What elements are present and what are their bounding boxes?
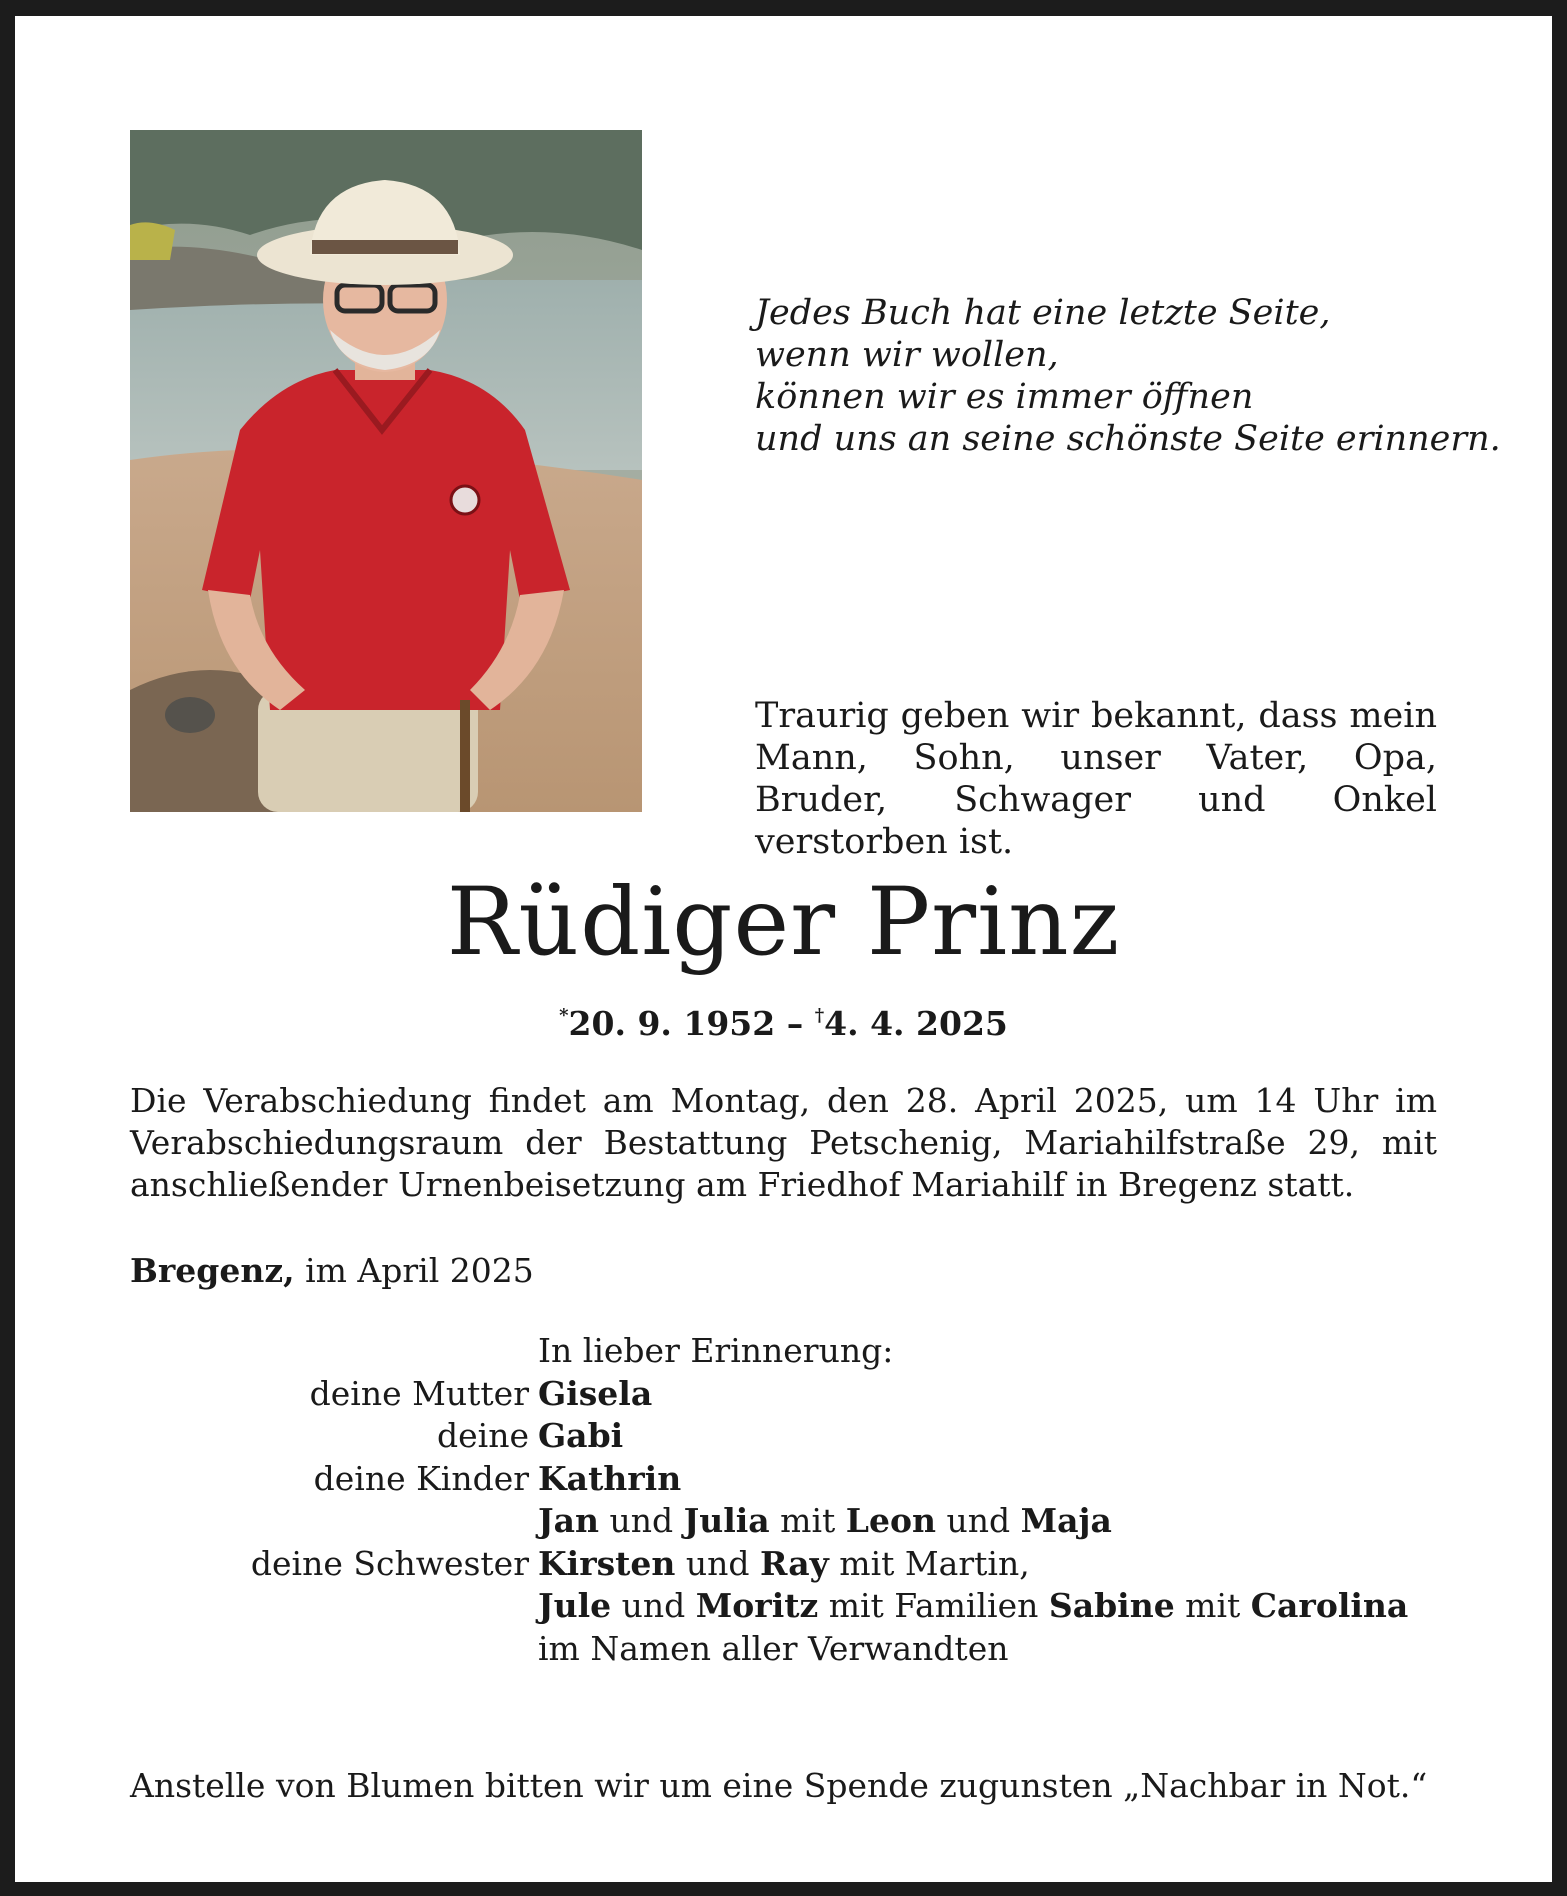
mourner-name: Ray <box>760 1543 829 1583</box>
connector-text: mit Martin, <box>828 1543 1030 1583</box>
donation-note: Anstelle von Blumen bitten wir um eine Spende zugunsten „Nachbar in Not.“ <box>130 1766 1428 1805</box>
mourner-name: Leon <box>845 1501 936 1540</box>
mourner-name: Gisela <box>538 1373 653 1413</box>
connector-text: und <box>599 1501 684 1540</box>
mourner-names <box>538 1543 1030 1586</box>
connector-text: mit <box>769 1501 846 1540</box>
mourner-name: Moritz <box>695 1586 819 1625</box>
funeral-line: Die Verabschiedung findet am Montag, den 28. April 2025, um 14 Uhr im <box>130 1081 1437 1120</box>
relation-label: deine Schwester <box>250 1543 529 1583</box>
relation-label: deine <box>437 1416 529 1455</box>
relation-label <box>130 1585 538 1628</box>
mourner-row <box>130 1458 1470 1501</box>
life-dates <box>0 996 1567 1044</box>
mourner-names <box>538 1628 1008 1671</box>
mourners-list <box>130 1373 1470 1671</box>
relation-label <box>130 1628 538 1671</box>
mourner-name: Jan <box>538 1501 599 1540</box>
relation-label: deine Mutter <box>309 1373 529 1413</box>
birth-symbol: * <box>559 1005 569 1026</box>
memory-heading-row <box>130 1330 1470 1373</box>
connector-text: und <box>611 1586 696 1625</box>
portrait-photo <box>130 130 642 812</box>
mourner-name: Julia <box>683 1501 770 1540</box>
connector-text: mit <box>1174 1586 1251 1625</box>
mourner-name: Jule <box>538 1586 612 1625</box>
relation-label <box>130 1500 538 1543</box>
mourner-name: Kathrin <box>538 1458 682 1498</box>
mourner-row <box>130 1628 1470 1671</box>
mourner-names <box>538 1585 1408 1628</box>
place-month: im April 2025 <box>294 1251 534 1290</box>
mourner-row <box>130 1543 1470 1586</box>
mourner-name: Carolina <box>1250 1586 1409 1625</box>
birth-date: 20. 9. 1952 <box>568 1004 776 1043</box>
poem-line: wenn wir wollen, <box>755 335 1059 375</box>
place-date <box>130 1250 534 1292</box>
death-announcement: Traurig geben wir bekannt, dass mein Mann, Sohn, unser Vater, Opa, Bruder, Schwager und Onkel verstorben ist. <box>755 696 1437 862</box>
mourner-name: Maja <box>1020 1501 1112 1540</box>
mourner-row <box>130 1373 1470 1416</box>
poem-line: Jedes Buch hat eine letzte Seite, <box>755 293 1331 333</box>
mourner-row <box>130 1500 1470 1543</box>
mourner-names <box>538 1373 652 1416</box>
funeral-line: Verabschiedungsraum der Bestattung Petschenig, Mariahilfstraße 29, mit <box>130 1123 1437 1162</box>
poem <box>755 292 1501 460</box>
mourner-row <box>130 1585 1470 1628</box>
death-date: 4. 4. 2025 <box>824 1004 1008 1043</box>
connector-text: mit Familien <box>818 1586 1049 1625</box>
connector-text: und <box>675 1543 761 1583</box>
memory-heading: In lieber Erinnerung: <box>538 1331 894 1370</box>
memory-section <box>130 1330 1470 1670</box>
funeral-line: anschließender Urnenbeisetzung am Friedhof Mariahilf in Bregenz statt. <box>130 1165 1355 1204</box>
poem-line: und uns an seine schönste Seite erinnern. <box>755 419 1501 459</box>
mourner-names <box>538 1458 681 1501</box>
mourner-names <box>538 1415 623 1458</box>
place-city: Bregenz, <box>130 1251 295 1290</box>
relation-label: deine Kinder <box>313 1458 529 1498</box>
connector-text: im Namen aller Verwandten <box>538 1628 1009 1668</box>
connector-text: und <box>935 1501 1021 1540</box>
funeral-details <box>130 1080 1437 1206</box>
mourner-name: Kirsten <box>538 1543 676 1583</box>
poem-line: können wir es immer öffnen <box>755 377 1254 417</box>
deceased-name: Rüdiger Prinz <box>446 868 1121 977</box>
mourner-names <box>538 1500 1112 1543</box>
mourner-name: Sabine <box>1048 1586 1175 1625</box>
death-symbol: † <box>814 1005 825 1026</box>
mourner-name: Gabi <box>538 1416 624 1455</box>
date-separator: – <box>775 1004 815 1043</box>
mourner-row <box>130 1415 1470 1458</box>
